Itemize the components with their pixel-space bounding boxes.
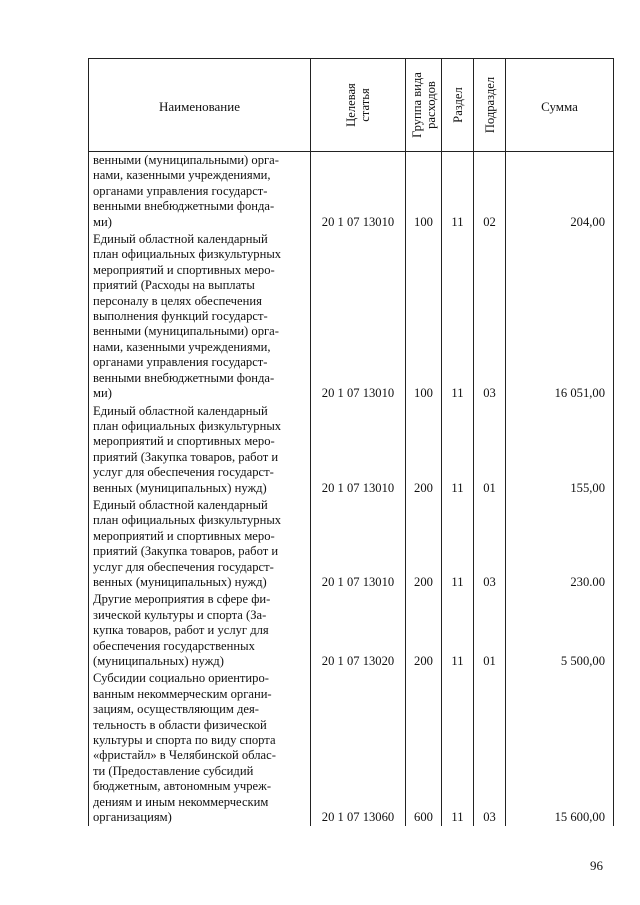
- table-row: [89, 231, 614, 402]
- row-subsection: 03: [474, 497, 506, 591]
- header-name: Наименование: [89, 59, 311, 152]
- row-section: 11: [442, 670, 474, 826]
- header-group-cell: [406, 59, 442, 152]
- row-sum: 155,00: [506, 403, 614, 497]
- table-row: [89, 152, 614, 232]
- row-name: Субсидии социально ориентиро- ванным некоммерческим органи- зациям, осуществляющим дея- тельность в области физической культуры и спорта по виду спорта «фристайл» в Челябинской облас- ти (Предоставление субсидий бюджетным, автономным учреж- дениям и иным некоммерческим организациям): [89, 670, 311, 826]
- table-row: [89, 670, 614, 826]
- header-group: Группа вида расходов: [409, 72, 438, 138]
- row-target: 20 1 07 13060: [311, 670, 406, 826]
- row-subsection: 02: [474, 152, 506, 232]
- row-target: 20 1 07 13010: [311, 497, 406, 591]
- page-number: 96: [590, 858, 603, 873]
- header-sum: Сумма: [506, 59, 614, 152]
- row-group: 200: [406, 403, 442, 497]
- row-target: 20 1 07 13010: [311, 403, 406, 497]
- table-row: [89, 403, 614, 497]
- row-group: 100: [406, 152, 442, 232]
- row-group: 200: [406, 591, 442, 670]
- row-section: 11: [442, 231, 474, 402]
- row-section: 11: [442, 591, 474, 670]
- row-name: Единый областной календарный план официальных физкультурных мероприятий и спортивных меро- приятий (Закупка товаров, работ и услуг для обеспечения государст- венных (муниципальных) нужд): [89, 403, 311, 497]
- row-sum: 16 051,00: [506, 231, 614, 402]
- row-name: венными (муниципальными) орга- нами, казенными учреждениями, органами управления государст- венными внебюджетными фонда- ми): [89, 152, 311, 232]
- row-group: 200: [406, 497, 442, 591]
- budget-table: [88, 58, 614, 826]
- header-section: Раздел: [450, 87, 465, 123]
- row-name: Единый областной календарный план официальных физкультурных мероприятий и спортивных меро- приятий (Расходы на выплаты персоналу в целях обеспечения выполнения функций государст- венными (муниципальными) орга- нами, казенными учреждениями, органами управления государст- венными внебюджетными фонда- ми): [89, 231, 311, 402]
- row-subsection: 03: [474, 670, 506, 826]
- row-target: 20 1 07 13010: [311, 231, 406, 402]
- row-sum: 15 600,00: [506, 670, 614, 826]
- table-row: [89, 591, 614, 670]
- row-subsection: 01: [474, 591, 506, 670]
- row-subsection: 03: [474, 231, 506, 402]
- header-subsection-cell: [474, 59, 506, 152]
- row-target: 20 1 07 13020: [311, 591, 406, 670]
- row-sum: 5 500,00: [506, 591, 614, 670]
- header-target-cell: [311, 59, 406, 152]
- budget-table-sheet: [88, 58, 613, 849]
- header-subsection: Подраздел: [482, 76, 497, 134]
- header-section-cell: [442, 59, 474, 152]
- header-target: Целевая статья: [344, 83, 372, 127]
- row-group: 600: [406, 670, 442, 826]
- row-subsection: 01: [474, 403, 506, 497]
- row-section: 11: [442, 497, 474, 591]
- row-sum: 230.00: [506, 497, 614, 591]
- row-name: Другие мероприятия в сфере фи- зической культуры и спорта (За- купка товаров, работ и услуг для обеспечения государственных (муниципальных) нужд): [89, 591, 311, 670]
- table-row: [89, 497, 614, 591]
- row-section: 11: [442, 403, 474, 497]
- row-group: 100: [406, 231, 442, 402]
- row-target: 20 1 07 13010: [311, 152, 406, 232]
- row-section: 11: [442, 152, 474, 232]
- row-sum: 204,00: [506, 152, 614, 232]
- table-body: [89, 152, 614, 827]
- row-name: Единый областной календарный план официальных физкультурных мероприятий и спортивных меро- приятий (Закупка товаров, работ и услуг для обеспечения государст- венных (муниципальных) нужд): [89, 497, 311, 591]
- table-header: [89, 59, 614, 152]
